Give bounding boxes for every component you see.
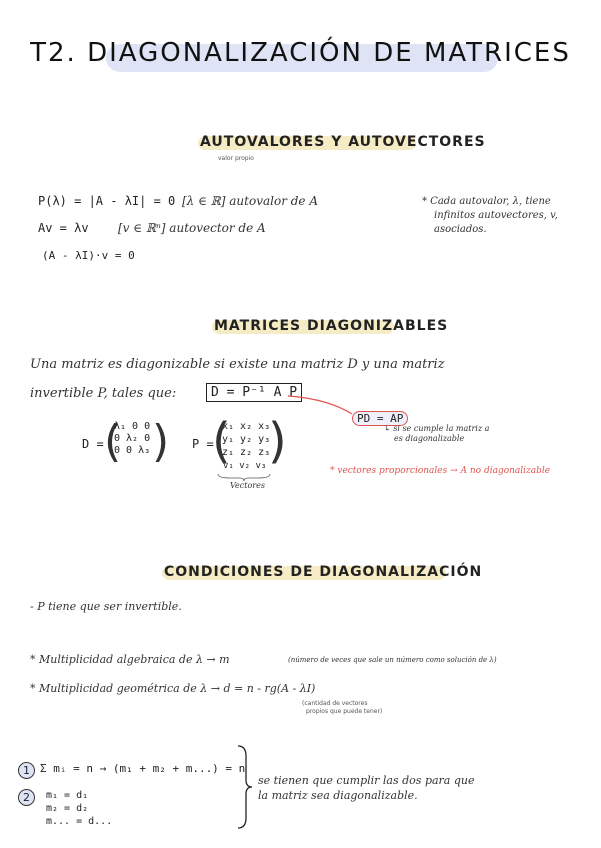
p-row-3: z₁ z₂ z₃ bbox=[222, 447, 271, 458]
sec3-heading: CONDICIONES DE DIAGONALIZACIÓN bbox=[164, 564, 483, 580]
condition-2-row-3: m... = d... bbox=[46, 816, 113, 827]
d-row-1: λ₁ 0 0 bbox=[114, 421, 151, 432]
definition-line-2: invertible P, tales que: bbox=[30, 386, 177, 401]
p-vectors: v₁ v₂ v₃ bbox=[223, 461, 267, 471]
side-note-3: asociados. bbox=[434, 224, 487, 235]
definition-line-1: Una matriz es diagonizable si existe una matriz D y una matriz bbox=[30, 357, 445, 372]
sec1-heading-note: valor propio bbox=[218, 155, 254, 162]
condition-1-number: 1 bbox=[18, 762, 35, 779]
p-row-2: y₁ y₂ y₃ bbox=[222, 434, 271, 445]
p-label: P = bbox=[192, 437, 214, 451]
condition-2-number: 2 bbox=[18, 789, 35, 806]
eq-characteristic-result: [λ ∈ ℝ] autovalor de A bbox=[182, 194, 319, 208]
geometric-multiplicity: * Multiplicidad geométrica de λ → d = n - rg(A - λI) bbox=[30, 682, 316, 695]
eq-characteristic: P(λ) = |A - λI| = 0 bbox=[38, 194, 176, 208]
algebraic-multiplicity-note: (número de veces que sale un número como solución de λ) bbox=[288, 656, 497, 664]
conclusion-line-2: la matriz sea diagonalizable. bbox=[258, 789, 418, 802]
pd-note-1: ↳ si se cumple la matriz a bbox=[384, 424, 490, 433]
algebraic-multiplicity: * Multiplicidad algebraica de λ → m bbox=[30, 653, 230, 666]
vectors-caption: Vectores bbox=[230, 481, 265, 490]
geometric-multiplicity-note-2: propios que puede tener) bbox=[306, 708, 383, 715]
p-row-1: x₁ x₂ x₃ bbox=[222, 421, 271, 432]
eq-homogeneous: (A - λI)·v = 0 bbox=[42, 249, 135, 262]
p-bracket-right: ) bbox=[268, 413, 287, 469]
condition-invertible: - P tiene que ser invertible. bbox=[30, 600, 182, 613]
side-note-1: * Cada autovalor, λ, tiene bbox=[422, 196, 551, 207]
d-row-2: 0 λ₂ 0 bbox=[114, 433, 151, 444]
conclusion-line-1: se tienen que cumplir las dos para que bbox=[258, 774, 475, 787]
d-bracket-left: ( bbox=[104, 416, 122, 467]
pd-equation: PD = AP bbox=[352, 411, 408, 426]
condition-2-row-2: m₂ = d₂ bbox=[46, 803, 89, 814]
d-row-3: 0 0 λ₃ bbox=[114, 445, 151, 456]
condition-2-row-1: m₁ = d₁ bbox=[46, 790, 89, 801]
d-bracket-right: ) bbox=[152, 416, 170, 467]
page-title: T2. DIAGONALIZACIÓN DE MATRICES bbox=[30, 38, 571, 68]
diagonalization-formula: D = P⁻¹ A P bbox=[206, 383, 302, 402]
pd-note-2: es diagonalizable bbox=[394, 434, 465, 443]
condition-1: Σ mᵢ = n → (m₁ + m₂ + m...) = n bbox=[40, 762, 246, 775]
p-bracket-left: ( bbox=[212, 413, 231, 469]
d-label: D = bbox=[82, 437, 104, 451]
eq-eigen-result: [v ∈ ℝⁿ] autovector de A bbox=[118, 221, 266, 235]
formula-arrow bbox=[286, 390, 356, 420]
sec1-heading: AUTOVALORES Y AUTOVECTORES bbox=[200, 134, 486, 150]
eq-eigen: Av = λv bbox=[38, 221, 89, 235]
side-note-2: infinitos autovectores, v, bbox=[434, 210, 558, 221]
proportional-vectors-note: * vectores proporcionales → A no diagonalizable bbox=[330, 466, 551, 476]
conditions-brace bbox=[234, 744, 254, 830]
geometric-multiplicity-note-1: (cantidad de vectores bbox=[302, 700, 368, 707]
sec2-heading: MATRICES DIAGONIZABLES bbox=[214, 318, 449, 334]
